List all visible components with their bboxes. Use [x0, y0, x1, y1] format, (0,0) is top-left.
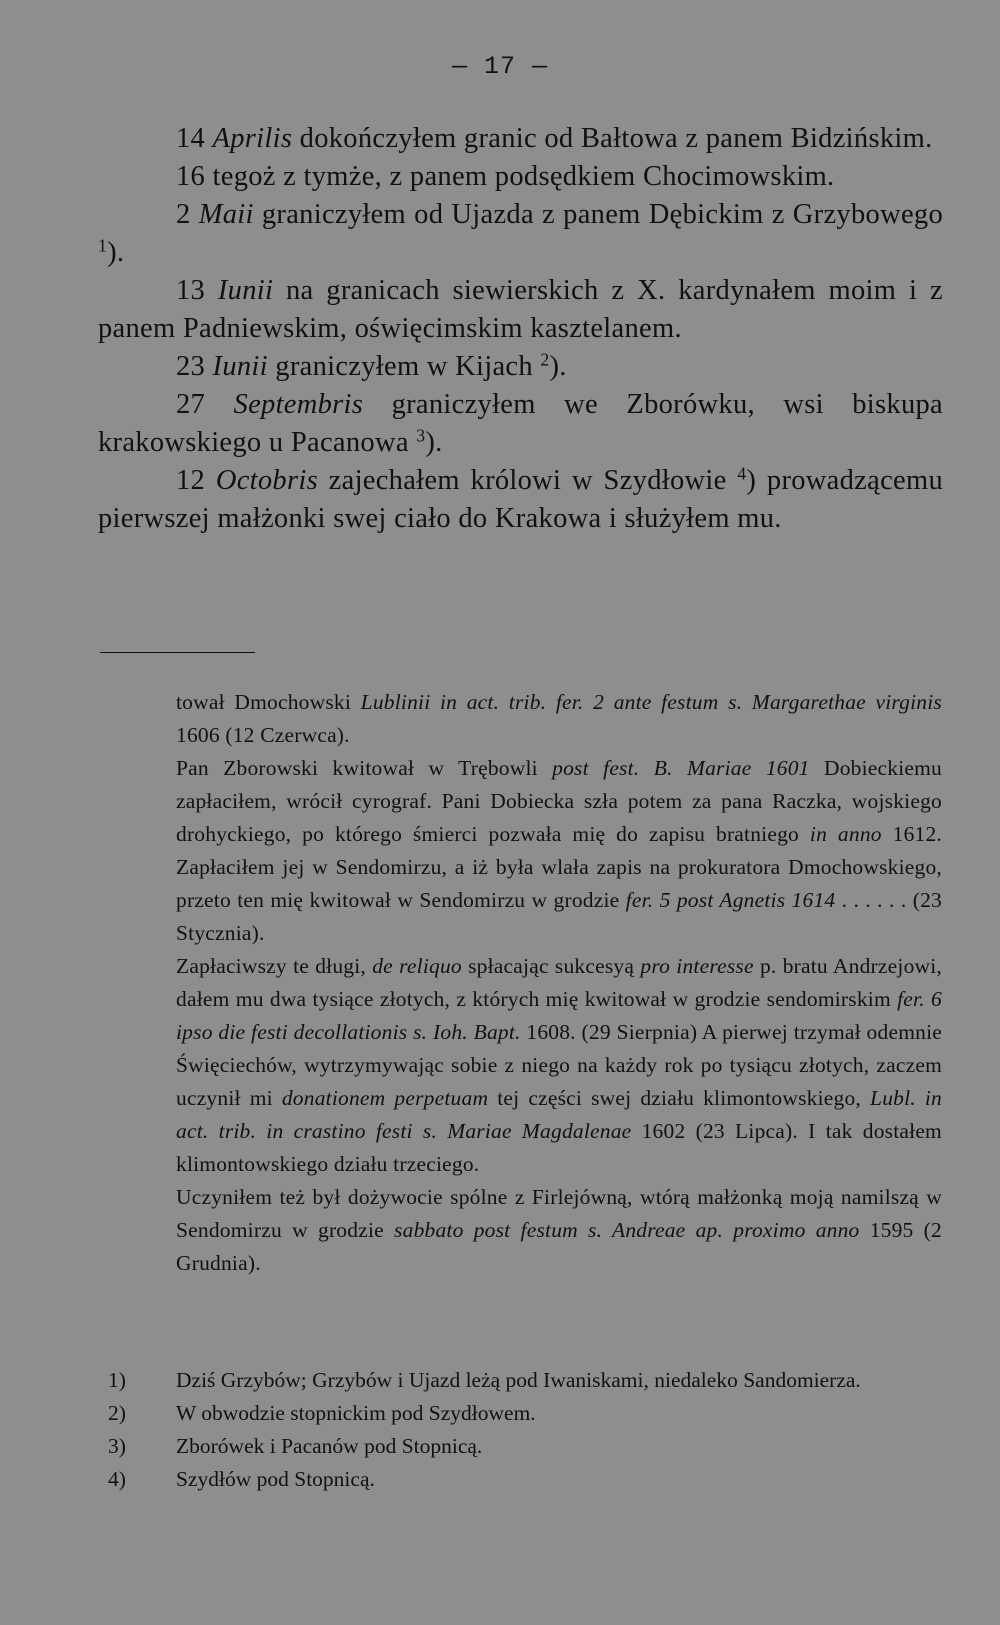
main-paragraph: 13 Iunii na granicach siewierskich z X. kardynałem moim i z panem Padniewskim, oświęcimskim kasztelanem.	[98, 275, 943, 344]
footnote-mark: 4)	[108, 1467, 126, 1491]
footnote-text: Zborówek i Pacanów pod Stopnicą.	[176, 1434, 483, 1458]
footnote	[108, 1397, 942, 1430]
footnotes	[108, 1364, 942, 1496]
footnote-text: Szydłów pod Stopnicą.	[176, 1467, 375, 1491]
main-paragraph: 23 Iunii graniczyłem w Kijach $^2$).	[176, 349, 567, 382]
notes-paragraph: tował Dmochowski Lublinii in act. trib. fer. 2 ante festum s. Margarethae virginis 1606 (12 Czerwca).	[176, 690, 943, 747]
notes-text	[176, 686, 942, 1280]
main-paragraph: 16 tegoż z tymże, z panem podsędkiem Chocimowskim.	[176, 161, 835, 192]
main-text	[98, 120, 943, 538]
footnote-mark: 3)	[108, 1434, 126, 1458]
notes-paragraph: Uczyniłem też był dożywocie spólne z Firlejówną, wtórą małżonką moją namilszą w Sendomirzu w grodzie sabbato post festum s. Andreae ap. proximo anno 1595 (2 Grudnia).	[176, 1185, 942, 1275]
footnote-divider	[100, 652, 255, 653]
main-paragraph: 27 Septembris graniczyłem we Zborówku, wsi biskupa krakowskiego u Pacanowa $^3$).	[98, 389, 943, 458]
footnote-text: Dziś Grzybów; Grzybów i Ujazd leżą pod Iwaniskami, niedaleko Sandomierza.	[176, 1368, 861, 1392]
main-paragraph: 12 Octobris zajechałem królowi w Szydłowie $^4$) prowadzącemu pierwszej małżonki swej ciało do Krakowa i służyłem mu.	[98, 463, 944, 534]
page-number: — 17 —	[451, 52, 548, 81]
notes-paragraph: Zapłaciwszy te długi, de reliquo spłacając sukcesyą pro interesse p. bratu Andrzejowi, dałem mu dwa tysiące złotych, z których mię kwitował w grodzie sendomirskim fer. 6 ipso die festi decollationis s. Ioh. Bapt. 1608. (29 Sierpnia) A pierwej trzymał odemnie Święciechów, wytrzymywając sobie z niego na każdy rok po tysiącu złotych, zaczem uczynił mi donationem perpetuam tej części swej działu klimontowskiego, Lubl. in act. trib. in crastino festi s. Mariae Magdalenae 1602 (23 Lipca). I tak dostałem klimontowskiego działu trzeciego.	[176, 954, 943, 1176]
footnote-text: W obwodzie stopnickim pod Szydłowem.	[176, 1401, 536, 1425]
main-paragraph: 2 Maii graniczyłem od Ujazda z panem Dębickim z Grzybowego $^1$).	[98, 199, 943, 268]
footnote	[108, 1364, 942, 1397]
notes-paragraph: Pan Zborowski kwitował w Trębowli post fest. B. Mariae 1601 Dobieckiemu zapłaciłem, wrócił cyrograf. Pani Dobiecka szła potem za pana Raczka, wojskiego drohyckiego, po którego śmierci pozwała mię do zapisu bratniego in anno 1612. Zapłaciłem jej w Sendomirzu, a iż była wlała zapis na prokuratora Dmochowskiego, przeto ten mię kwitował w Sendomirzu w grodzie fer. 5 post Agnetis 1614 . . . . . . (23 Stycznia).	[176, 756, 942, 945]
footnote	[108, 1430, 942, 1463]
footnote	[108, 1463, 942, 1496]
main-paragraph: 14 Aprilis dokończyłem granic od Bałtowa z panem Bidzińskim.	[176, 123, 933, 154]
footnote-mark: 1)	[108, 1368, 126, 1392]
footnote-mark: 2)	[108, 1401, 126, 1425]
